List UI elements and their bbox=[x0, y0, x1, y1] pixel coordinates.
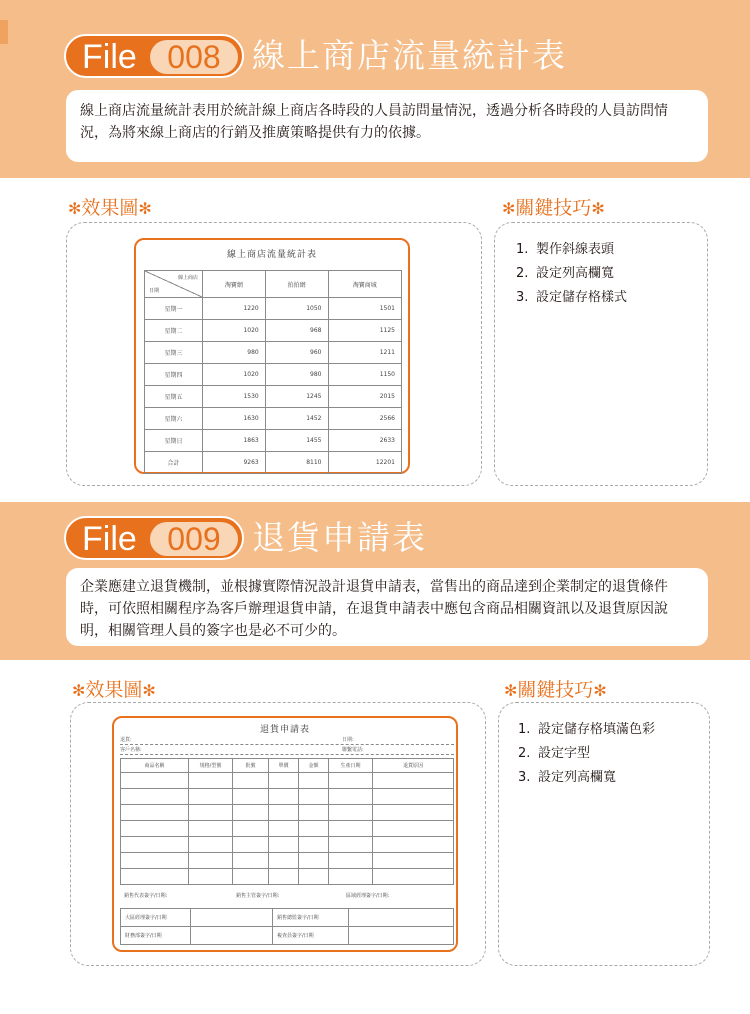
asterisk-icon: ✻ bbox=[68, 199, 82, 218]
value-cell: 2015 bbox=[328, 386, 402, 408]
value-cell: 980 bbox=[203, 342, 266, 364]
table-row bbox=[145, 320, 402, 342]
file008-badge bbox=[64, 34, 244, 78]
tip-text: 設定列高欄寬 bbox=[538, 770, 617, 785]
tip-item bbox=[516, 286, 627, 310]
asterisk-icon: ✻ bbox=[142, 681, 156, 700]
value-cell: 1220 bbox=[203, 298, 266, 320]
file009-number: 009 bbox=[150, 522, 238, 556]
tip-item bbox=[516, 262, 627, 286]
day-cell: 星期四 bbox=[145, 364, 203, 386]
file009-header-band bbox=[0, 502, 750, 660]
column-header: 規格/型號 bbox=[189, 759, 233, 773]
value-cell: 1455 bbox=[265, 430, 328, 452]
diagonal-header-cell bbox=[145, 271, 203, 298]
sheet-title: 線上商店流量統計表 bbox=[226, 250, 317, 260]
date-label: 日期: bbox=[342, 737, 354, 743]
return-items-table bbox=[120, 758, 454, 885]
dashed-rule bbox=[120, 754, 454, 755]
tip-number: 3. bbox=[518, 770, 531, 785]
file009-tips-heading bbox=[504, 678, 607, 703]
table-row bbox=[145, 430, 402, 452]
signature-table bbox=[120, 908, 454, 945]
sales-manager-signature: 銷售主管簽字/日期: bbox=[236, 892, 280, 899]
value-cell: 12201 bbox=[328, 452, 402, 474]
value-cell: 1245 bbox=[265, 386, 328, 408]
table-header-row bbox=[145, 271, 402, 298]
corner-top-label: 線上商店 bbox=[177, 275, 198, 281]
day-cell: 星期日 bbox=[145, 430, 203, 452]
signature-row-1 bbox=[120, 886, 454, 904]
value-cell: 1452 bbox=[265, 408, 328, 430]
tip-item bbox=[518, 718, 655, 742]
table-row bbox=[121, 853, 454, 869]
day-cell: 星期三 bbox=[145, 342, 203, 364]
return-form-preview bbox=[112, 716, 458, 952]
file008-header-band bbox=[0, 0, 750, 178]
day-cell: 星期六 bbox=[145, 408, 203, 430]
asterisk-icon: ✻ bbox=[502, 199, 516, 218]
file008-tips-list bbox=[516, 238, 627, 310]
value-cell: 1020 bbox=[203, 320, 266, 342]
tip-text: 設定列高欄寬 bbox=[536, 266, 615, 281]
tip-text: 設定儲存格樣式 bbox=[536, 290, 628, 305]
column-header: 批號 bbox=[233, 759, 269, 773]
value-cell: 1020 bbox=[203, 364, 266, 386]
table-row bbox=[121, 773, 454, 789]
total-row bbox=[145, 452, 402, 474]
column-header: 淘寶網 bbox=[203, 271, 266, 298]
tip-text: 設定字型 bbox=[538, 746, 591, 761]
file008-tips-heading bbox=[502, 196, 605, 221]
corner-bottom-label: 日期 bbox=[149, 288, 160, 294]
phone-label: 聯繫電話: bbox=[342, 747, 364, 753]
value-cell: 960 bbox=[265, 342, 328, 364]
table-row bbox=[121, 821, 454, 837]
tips-heading-text: 關鍵技巧 bbox=[515, 197, 592, 219]
value-cell: 9263 bbox=[203, 452, 266, 474]
value-cell: 2566 bbox=[328, 408, 402, 430]
finance-signature: 財務部簽字/日期 bbox=[121, 927, 191, 945]
tip-item bbox=[518, 742, 655, 766]
tips-heading-text: 關鍵技巧 bbox=[517, 679, 594, 701]
value-cell: 968 bbox=[265, 320, 328, 342]
tip-text: 製作斜線表頭 bbox=[536, 242, 615, 257]
table-row bbox=[145, 408, 402, 430]
preview-heading-text: 效果圖 bbox=[85, 679, 143, 701]
column-header: 淘寶商城 bbox=[328, 271, 402, 298]
table-header-row bbox=[121, 759, 454, 773]
value-cell: 1630 bbox=[203, 408, 266, 430]
reviewer-signature: 複查員簽字/日期 bbox=[273, 927, 349, 945]
asterisk-icon: ✻ bbox=[504, 681, 518, 700]
file009-preview-heading bbox=[72, 678, 156, 703]
unit-label: 退貨: bbox=[120, 737, 132, 743]
value-cell: 1530 bbox=[203, 386, 266, 408]
file009-label: File bbox=[82, 520, 137, 558]
tip-number: 2. bbox=[518, 746, 531, 761]
traffic-sheet-preview bbox=[134, 238, 410, 474]
file008-description: 線上商店流量統計表用於統計線上商店各時段的人員訪問量情況，透過分析各時段的人員訪問情況，為將來線上商店的行銷及推廣策略提供有力的依據。 bbox=[66, 90, 708, 162]
value-cell: 1501 bbox=[328, 298, 402, 320]
file009-title: 退貨申請表 bbox=[252, 518, 427, 557]
value-cell: 1863 bbox=[203, 430, 266, 452]
file008-number: 008 bbox=[150, 40, 238, 74]
sales-rep-signature: 銷售代表簽字/日期: bbox=[124, 892, 168, 899]
regional-manager-signature: 區域經理簽字/日期: bbox=[346, 892, 390, 899]
table-row bbox=[145, 342, 402, 364]
asterisk-icon: ✻ bbox=[591, 199, 605, 218]
file008-label: File bbox=[82, 38, 137, 76]
dashed-rule bbox=[120, 744, 454, 745]
day-cell: 星期二 bbox=[145, 320, 203, 342]
traffic-table bbox=[144, 270, 402, 474]
file009-description: 企業應建立退貨機制，並根據實際情況設計退貨申請表，當售出的商品達到企業制定的退貨條件時，可依照相關程序為客戶辦理退貨申請，在退貨申請表中應包含商品相關資訊以及退貨原因說明，相關管理人員的簽字也是必不可少的。 bbox=[66, 568, 708, 646]
value-cell: 1050 bbox=[265, 298, 328, 320]
tip-text: 設定儲存格填滿色彩 bbox=[538, 722, 656, 737]
column-header: 商品名稱 bbox=[121, 759, 189, 773]
day-cell: 合計 bbox=[145, 452, 203, 474]
value-cell: 1150 bbox=[328, 364, 402, 386]
column-header: 拍拍網 bbox=[265, 271, 328, 298]
value-cell: 1125 bbox=[328, 320, 402, 342]
tip-number: 1. bbox=[516, 242, 529, 257]
table-row bbox=[145, 298, 402, 320]
asterisk-icon: ✻ bbox=[593, 681, 607, 700]
table-row bbox=[145, 386, 402, 408]
value-cell: 1211 bbox=[328, 342, 402, 364]
value-cell: 980 bbox=[265, 364, 328, 386]
file008-title: 線上商店流量統計表 bbox=[252, 36, 567, 75]
asterisk-icon: ✻ bbox=[72, 681, 86, 700]
column-header: 單價 bbox=[269, 759, 299, 773]
table-row bbox=[121, 805, 454, 821]
customer-label: 客戶名稱: bbox=[120, 747, 142, 753]
tip-number: 2. bbox=[516, 266, 529, 281]
area-manager-signature: 大區經理簽字/日期 bbox=[121, 909, 191, 927]
table-row bbox=[121, 837, 454, 853]
tip-number: 3. bbox=[516, 290, 529, 305]
sales-director-signature: 銷售總監簽字/日期 bbox=[273, 909, 349, 927]
value-cell: 2633 bbox=[328, 430, 402, 452]
band-tab bbox=[0, 20, 8, 44]
value-cell: 8110 bbox=[265, 452, 328, 474]
preview-heading-text: 效果圖 bbox=[81, 197, 139, 219]
file009-tips-list bbox=[518, 718, 655, 790]
asterisk-icon: ✻ bbox=[138, 199, 152, 218]
form-title: 退貨申請表 bbox=[259, 725, 310, 735]
column-header: 金額 bbox=[299, 759, 329, 773]
column-header: 退貨原因 bbox=[373, 759, 454, 773]
tip-item bbox=[516, 238, 627, 262]
table-row bbox=[121, 789, 454, 805]
file009-badge bbox=[64, 516, 244, 560]
file008-preview-heading bbox=[68, 196, 152, 221]
column-header: 生產日期 bbox=[329, 759, 373, 773]
day-cell: 星期一 bbox=[145, 298, 203, 320]
day-cell: 星期五 bbox=[145, 386, 203, 408]
tip-number: 1. bbox=[518, 722, 531, 737]
table-row bbox=[145, 364, 402, 386]
table-row bbox=[121, 869, 454, 885]
tip-item bbox=[518, 766, 655, 790]
